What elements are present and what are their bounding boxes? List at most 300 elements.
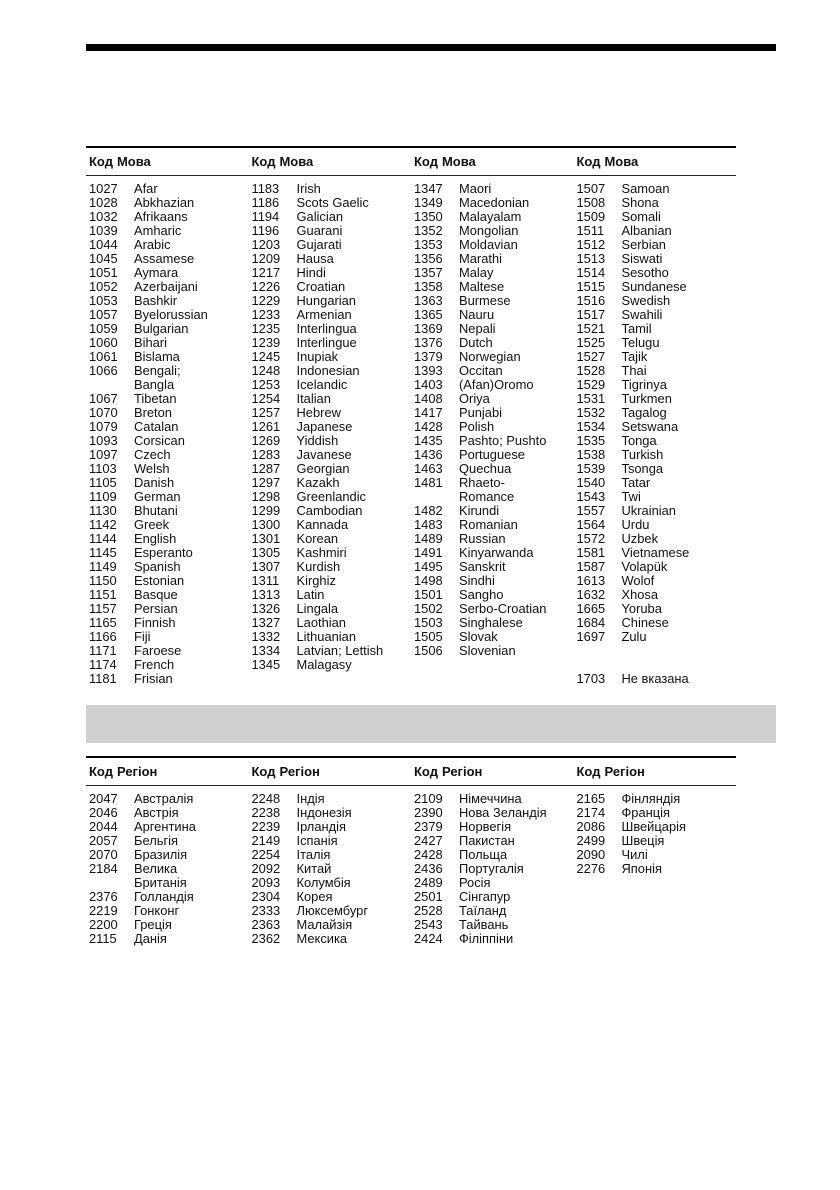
name-cell: Afrikaans — [134, 209, 188, 224]
name-cell: Hausa — [296, 251, 334, 266]
code-cell: 2543 — [414, 917, 443, 932]
table-header-cell — [249, 764, 412, 779]
code-cell: 2390 — [414, 805, 443, 820]
name-cell: Чилі — [621, 847, 648, 862]
code-cell: 1045 — [89, 251, 118, 266]
table-row — [89, 848, 249, 862]
code-cell: 1326 — [251, 601, 281, 616]
table-row — [252, 266, 412, 280]
table-row — [577, 630, 737, 644]
name-cell: Kashmiri — [296, 545, 347, 560]
table-row — [414, 560, 574, 574]
name-cell — [622, 658, 737, 672]
name-cell: Sindhi — [459, 573, 495, 588]
table-row — [89, 350, 249, 364]
name-cell: Volapük — [621, 559, 668, 574]
table-row — [89, 616, 249, 630]
name-cell: Interlingue — [296, 335, 357, 350]
code-cell: 1508 — [576, 195, 606, 210]
name-cell: Amharic — [134, 223, 182, 238]
code-cell: 1226 — [251, 279, 281, 294]
table-row — [414, 378, 574, 392]
code-cell: 1332 — [251, 629, 281, 644]
table-column — [574, 182, 737, 686]
name-cell: Польща — [459, 847, 508, 862]
table-row — [252, 560, 412, 574]
name-cell: Arabic — [134, 237, 171, 252]
table-row — [414, 322, 574, 336]
name-cell: Albanian — [621, 223, 672, 238]
code-cell: 1057 — [89, 307, 118, 322]
name-cell: Lithuanian — [296, 629, 356, 644]
table-row — [577, 806, 737, 820]
table-row — [414, 504, 574, 518]
table-row — [89, 420, 249, 434]
name-cell: Interlingua — [296, 321, 357, 336]
code-cell: 1257 — [251, 405, 281, 420]
name-cell: Welsh — [134, 461, 170, 476]
table-body — [86, 786, 736, 946]
table-row — [252, 504, 412, 518]
code-cell: 1299 — [251, 503, 281, 518]
table-row — [89, 834, 249, 848]
code-cell: 1300 — [251, 517, 281, 532]
table-row — [89, 238, 249, 252]
table-row — [252, 322, 412, 336]
code-cell: 1301 — [251, 531, 281, 546]
code-cell: 2090 — [576, 847, 606, 862]
name-cell: Не вказана — [621, 671, 689, 686]
table-row — [414, 630, 574, 644]
code-cell: 1287 — [251, 461, 281, 476]
name-cell: Aymara — [134, 265, 179, 280]
table-row — [252, 602, 412, 616]
name-cell: Burmese — [459, 293, 511, 308]
name-cell: Tibetan — [134, 391, 177, 406]
name-cell: Dutch — [459, 335, 493, 350]
code-cell: 1502 — [414, 601, 443, 616]
code-cell: 1130 — [89, 503, 117, 518]
code-cell: 2046 — [89, 805, 118, 820]
code-cell: 1525 — [576, 335, 606, 350]
name-cell: Sanskrit — [459, 559, 506, 574]
code-cell: 1298 — [251, 489, 281, 504]
code-cell: 1703 — [576, 671, 606, 686]
name-cell: Бельгія — [134, 833, 178, 848]
code-cell: 1527 — [576, 349, 606, 364]
table-row — [577, 672, 737, 686]
code-cell: 1066 — [89, 363, 118, 378]
table-row — [577, 420, 737, 434]
name-cell: Slovak — [459, 629, 498, 644]
name-cell: Frisian — [134, 671, 173, 686]
table-row — [577, 364, 737, 378]
name-cell: Wolof — [621, 573, 655, 588]
table-row — [414, 224, 574, 238]
name-cell: Британія — [134, 875, 187, 890]
code-cell: 1145 — [89, 545, 117, 560]
code-cell: 1543 — [576, 489, 606, 504]
table-row — [252, 238, 412, 252]
name-cell: Німеччина — [459, 791, 522, 806]
table-row — [577, 308, 737, 322]
code-cell: 2363 — [251, 917, 281, 932]
name-cell: Kinyarwanda — [459, 545, 534, 560]
code-cell: 1345 — [251, 657, 281, 672]
code-cell: 1235 — [251, 321, 281, 336]
table-row — [89, 336, 249, 350]
code-cell: 1511 — [576, 223, 605, 238]
table-row — [577, 588, 737, 602]
table-row — [414, 336, 574, 350]
code-cell: 1539 — [576, 461, 606, 476]
top-rule — [86, 44, 776, 51]
code-cell: 1356 — [414, 251, 443, 266]
code-cell — [577, 658, 622, 672]
name-cell: Shona — [621, 195, 659, 210]
code-cell: 1417 — [414, 405, 443, 420]
name-cell: Іспанія — [296, 833, 338, 848]
table-row — [577, 658, 737, 672]
code-cell: 1665 — [576, 601, 606, 616]
code-cell: 2428 — [414, 847, 443, 862]
table-row — [577, 560, 737, 574]
table-row — [252, 490, 412, 504]
name-cell: Armenian — [296, 307, 352, 322]
name-cell: Lingala — [296, 601, 339, 616]
name-cell: Malayalam — [459, 209, 522, 224]
table-row — [252, 932, 412, 946]
table-row — [577, 196, 737, 210]
table-row — [414, 308, 574, 322]
code-cell: 1507 — [576, 181, 606, 196]
table-row — [252, 848, 412, 862]
table-row — [577, 848, 737, 862]
table-row — [414, 904, 574, 918]
table-row — [414, 392, 574, 406]
code-cell: 1313 — [251, 587, 281, 602]
code-cell: 1515 — [576, 279, 606, 294]
table-row — [89, 890, 249, 904]
name-cell: Javanese — [296, 447, 352, 462]
table-row — [252, 518, 412, 532]
name-cell: Uzbek — [621, 531, 659, 546]
code-cell: 1183 — [251, 181, 280, 196]
table-column — [86, 792, 249, 946]
table-row — [252, 792, 412, 806]
name-cell: Polish — [459, 419, 495, 434]
code-cell: 1105 — [89, 475, 117, 490]
table-column — [411, 792, 574, 946]
name-cell — [622, 644, 737, 658]
name-cell: Bengali; — [134, 363, 181, 378]
name-cell: Sundanese — [621, 279, 687, 294]
table-row — [252, 224, 412, 238]
name-cell: Пакистан — [459, 833, 515, 848]
name-cell: Japanese — [296, 419, 353, 434]
name-cell: Fiji — [134, 629, 151, 644]
table-row — [252, 904, 412, 918]
name-cell: Gujarati — [296, 237, 342, 252]
table-row — [577, 266, 737, 280]
name-cell: Korean — [296, 531, 339, 546]
table-row — [577, 210, 737, 224]
name-cell: Macedonian — [459, 195, 530, 210]
table-row — [89, 806, 249, 820]
code-cell: 1097 — [89, 447, 118, 462]
name-cell: Tigrinya — [621, 377, 667, 392]
name-cell: Guarani — [296, 223, 343, 238]
code-cell: 1144 — [89, 531, 117, 546]
table-column — [249, 792, 412, 946]
code-cell: 1093 — [89, 433, 118, 448]
code-cell: 1165 — [89, 615, 117, 630]
code-cell: 1564 — [576, 517, 606, 532]
header-code-label: Код — [576, 154, 601, 169]
code-cell: 1529 — [576, 377, 606, 392]
name-cell: Singhalese — [459, 615, 523, 630]
name-cell: Xhosa — [621, 587, 659, 602]
name-cell: Tagalog — [621, 405, 667, 420]
name-cell: Faroese — [134, 643, 182, 658]
name-cell: Kurdish — [296, 559, 341, 574]
code-cell: 2376 — [89, 889, 118, 904]
table-header-cell — [86, 764, 249, 779]
name-cell: Abkhazian — [134, 195, 195, 210]
code-cell: 1684 — [576, 615, 606, 630]
name-cell: Tonga — [621, 433, 657, 448]
table-row — [89, 448, 249, 462]
code-cell: 1245 — [251, 349, 281, 364]
code-cell: 1103 — [89, 461, 117, 476]
table-row — [89, 476, 249, 490]
code-cell: 1181 — [89, 671, 117, 686]
name-cell: Norwegian — [459, 349, 521, 364]
code-cell: 2165 — [576, 791, 606, 806]
table-row — [414, 294, 574, 308]
table-row — [577, 644, 737, 658]
table-row — [414, 792, 574, 806]
table-row — [577, 336, 737, 350]
name-cell: Icelandic — [296, 377, 348, 392]
name-cell: Мексика — [296, 931, 348, 946]
name-cell: Portuguese — [459, 447, 525, 462]
code-cell: 2248 — [251, 791, 281, 806]
name-cell: Аргентина — [134, 819, 196, 834]
code-cell: 2219 — [89, 903, 118, 918]
table-column — [574, 792, 737, 946]
code-cell: 1150 — [89, 573, 117, 588]
table-row — [252, 876, 412, 890]
name-cell: Tatar — [621, 475, 651, 490]
table-row — [577, 532, 737, 546]
name-cell: Vietnamese — [621, 545, 690, 560]
name-cell: Франція — [621, 805, 670, 820]
table-row — [89, 932, 249, 946]
name-cell: Telugu — [621, 335, 660, 350]
name-cell: Данія — [134, 931, 167, 946]
table-row — [252, 448, 412, 462]
code-cell: 1027 — [89, 181, 118, 196]
table-row — [252, 574, 412, 588]
table-row — [89, 658, 249, 672]
code-cell: 1067 — [89, 391, 118, 406]
code-cell: 1254 — [251, 391, 281, 406]
code-cell: 1613 — [576, 573, 606, 588]
name-cell: Malay — [459, 265, 494, 280]
name-cell: Laothian — [296, 615, 346, 630]
name-cell: Bulgarian — [134, 321, 189, 336]
table-body — [86, 176, 736, 686]
name-cell: Thai — [621, 363, 647, 378]
table-row — [414, 490, 574, 504]
code-cell: 1482 — [414, 503, 443, 518]
table-row — [252, 364, 412, 378]
table-row — [577, 602, 737, 616]
table-row — [252, 476, 412, 490]
table-row — [89, 294, 249, 308]
code-cell: 1540 — [576, 475, 606, 490]
table-row — [577, 224, 737, 238]
table-row — [89, 406, 249, 420]
name-cell: Kirundi — [459, 503, 500, 518]
code-cell: 1369 — [414, 321, 443, 336]
name-cell: English — [134, 531, 177, 546]
name-cell: French — [134, 657, 175, 672]
table-row — [89, 434, 249, 448]
code-cell: 1514 — [576, 265, 606, 280]
code-cell: 1166 — [89, 629, 117, 644]
table-row — [414, 462, 574, 476]
code-cell: 1463 — [414, 461, 443, 476]
name-cell: Russian — [459, 531, 506, 546]
name-cell: Twi — [621, 489, 641, 504]
region-code-table — [86, 756, 736, 946]
section-band — [86, 705, 776, 743]
code-cell: 1489 — [414, 531, 443, 546]
code-cell: 1393 — [414, 363, 443, 378]
table-row — [414, 518, 574, 532]
table-row — [89, 280, 249, 294]
header-name-label: Регіон — [441, 764, 483, 779]
name-cell: Occitan — [459, 363, 503, 378]
name-cell: Bangla — [134, 377, 175, 392]
code-cell: 2333 — [251, 903, 281, 918]
code-cell: 1521 — [576, 321, 606, 336]
table-column — [411, 182, 574, 686]
name-cell: Finnish — [134, 615, 176, 630]
table-row — [414, 574, 574, 588]
code-cell: 1509 — [576, 209, 606, 224]
code-cell: 1174 — [89, 657, 117, 672]
header-name-label: Мова — [279, 154, 314, 169]
table-row — [89, 644, 249, 658]
table-row — [414, 588, 574, 602]
name-cell: Somali — [621, 209, 661, 224]
table-header-row — [86, 758, 736, 786]
name-cell: Китай — [296, 861, 332, 876]
table-row — [577, 448, 737, 462]
name-cell: Samoan — [621, 181, 670, 196]
code-cell: 1028 — [89, 195, 118, 210]
table-header-cell — [411, 764, 574, 779]
table-row — [414, 182, 574, 196]
name-cell: Serbian — [621, 237, 666, 252]
code-cell: 1632 — [576, 587, 606, 602]
table-row — [577, 280, 737, 294]
name-cell: Latvian; Lettish — [296, 643, 384, 658]
code-cell: 1053 — [89, 293, 118, 308]
header-code-label: Код — [251, 154, 276, 169]
table-row — [414, 210, 574, 224]
code-cell: 1534 — [576, 419, 606, 434]
code-cell: 1327 — [251, 615, 281, 630]
name-cell: Bashkir — [134, 293, 177, 308]
code-cell: 2070 — [89, 847, 118, 862]
table-row — [414, 266, 574, 280]
name-cell: Turkish — [621, 447, 664, 462]
table-row — [577, 546, 737, 560]
code-cell: 1157 — [89, 601, 117, 616]
code-cell: 1505 — [414, 629, 443, 644]
code-cell: 1229 — [251, 293, 281, 308]
table-row — [414, 834, 574, 848]
table-row — [577, 182, 737, 196]
code-cell: 1353 — [414, 237, 443, 252]
name-cell: Hebrew — [296, 405, 341, 420]
name-cell: Фінляндія — [621, 791, 681, 806]
name-cell: Швейцарія — [621, 819, 686, 834]
table-row — [252, 462, 412, 476]
table-column — [86, 182, 249, 686]
table-row — [89, 392, 249, 406]
code-cell: 1253 — [251, 377, 281, 392]
code-cell: 2238 — [251, 805, 281, 820]
code-cell: 2427 — [414, 833, 443, 848]
code-cell: 1297 — [251, 475, 281, 490]
name-cell: Tsonga — [621, 461, 664, 476]
name-cell: Австралія — [134, 791, 194, 806]
code-cell: 1311 — [251, 573, 280, 588]
code-cell: 1217 — [251, 265, 281, 280]
name-cell: Malagasy — [296, 657, 352, 672]
table-row — [89, 308, 249, 322]
table-row — [414, 476, 574, 490]
table-row — [89, 588, 249, 602]
code-cell: 1248 — [251, 363, 281, 378]
name-cell: Люксембург — [296, 903, 369, 918]
table-row — [89, 266, 249, 280]
table-row — [252, 806, 412, 820]
table-row — [252, 834, 412, 848]
name-cell: Turkmen — [621, 391, 672, 406]
table-header-cell — [411, 154, 574, 169]
table-row — [89, 490, 249, 504]
name-cell: Persian — [134, 601, 178, 616]
name-cell: Hungarian — [296, 293, 356, 308]
code-cell: 2489 — [414, 875, 443, 890]
name-cell: Велика — [134, 861, 178, 876]
table-row — [252, 294, 412, 308]
code-cell: 1044 — [89, 237, 118, 252]
name-cell: Corsican — [134, 433, 185, 448]
name-cell: Chinese — [621, 615, 669, 630]
code-cell: 1363 — [414, 293, 443, 308]
code-cell: 2086 — [576, 819, 606, 834]
code-cell: 2184 — [89, 861, 118, 876]
code-cell: 1357 — [414, 265, 443, 280]
table-row — [252, 862, 412, 876]
